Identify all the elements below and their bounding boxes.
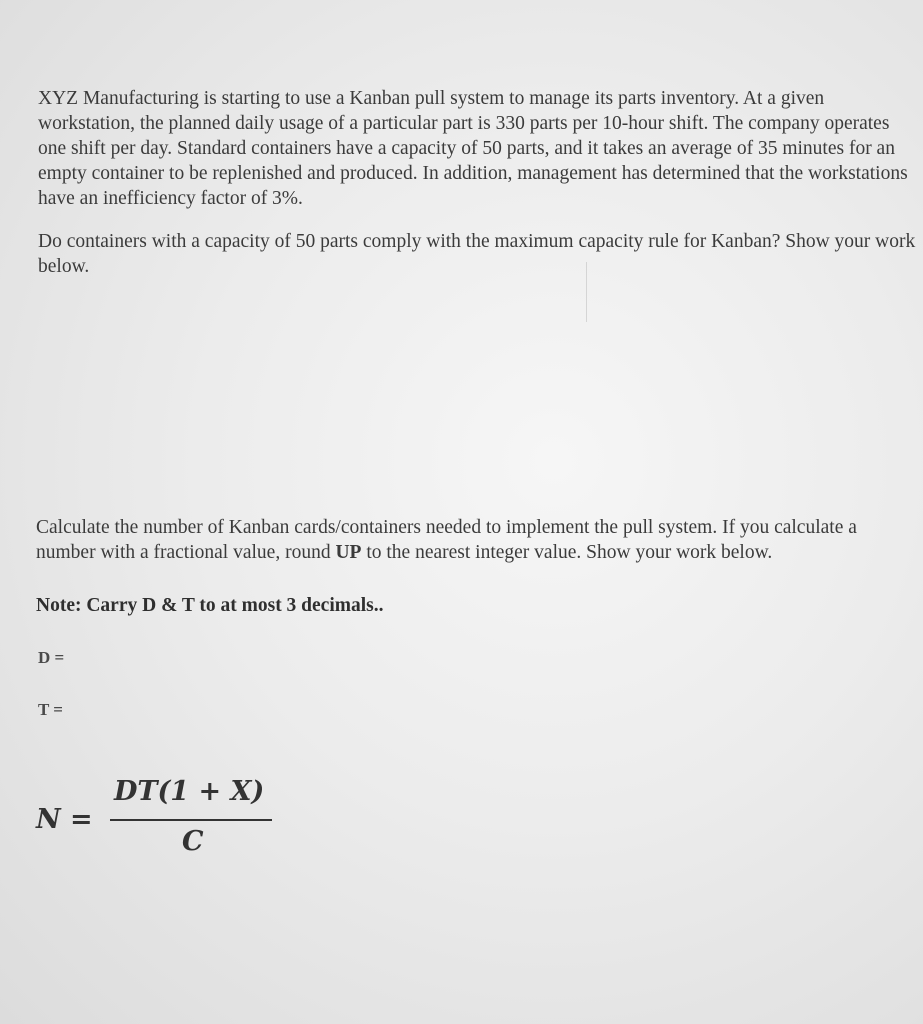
question-kanban-cards	[36, 515, 906, 565]
question-kanban-cards-text-1: Calculate the number of Kanban cards/containers needed to implement the pull system. If you calculate a number with a fractional value, round	[36, 517, 857, 563]
question-kanban-cards-text-2: to the nearest integer value. Show your work below.	[361, 542, 773, 563]
note-line: Note: Carry D & T to at most 3 decimals..	[36, 595, 384, 616]
question-kanban-cards-emphasis: UP	[335, 542, 362, 563]
kanban-formula	[36, 776, 286, 866]
d-variable-label: D =	[38, 648, 65, 667]
formula-equals: =	[70, 804, 93, 835]
t-variable-label: T =	[38, 700, 63, 719]
problem-statement: XYZ Manufacturing is starting to use a Kanban pull system to manage its parts inventory. At a given workstation, the planned daily usage of a particular part is 330 parts per 10-hour shift. The company operates one shift per day. Standard containers have a capacity of 50 parts, and it takes an average of 35 minutes for an empty container to be replenished and produced. In addition, management has determined that the workstations have an inefficiency factor of 3%.	[38, 88, 908, 209]
fraction-bar	[110, 819, 272, 821]
formula-denominator: C	[182, 826, 204, 857]
formula-lhs: N	[36, 804, 61, 835]
paper-crease	[586, 262, 587, 322]
formula-numerator: DT(1 + X)	[114, 776, 265, 807]
question-container-capacity: Do containers with a capacity of 50 parts comply with the maximum capacity rule for Kanban? Show your work below.	[38, 231, 916, 277]
